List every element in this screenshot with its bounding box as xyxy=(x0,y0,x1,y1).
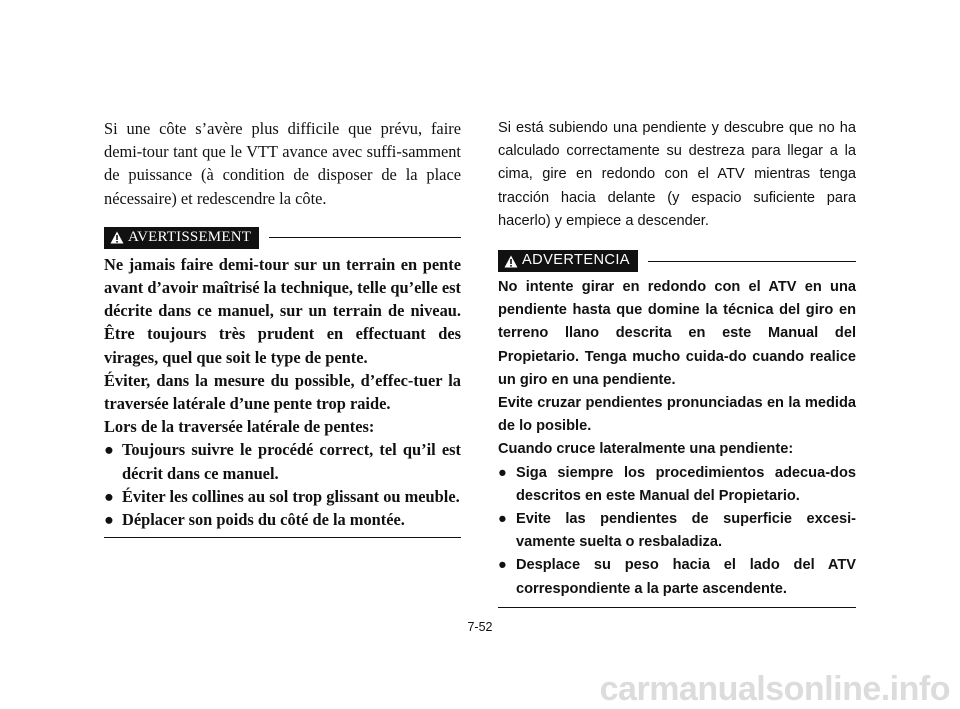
spanish-warning-badge xyxy=(498,250,638,272)
spanish-warning-rule xyxy=(648,261,856,262)
spanish-bullet-text: Evite las pendientes de superficie excesi-vamente suelta o resbaladiza. xyxy=(516,511,856,551)
french-bullet-text: Déplacer son poids du côté de la montée. xyxy=(122,510,405,530)
french-intro: Si une côte s’avère plus difficile que prévu, faire demi-tour tant que le VTT avance avec suffi-samment de puissance (à condition de disposer de la place nécessaire) et redescendre la côte. xyxy=(104,119,461,208)
french-bullet-text: Éviter les collines au sol trop glissant ou meuble. xyxy=(122,486,460,506)
french-warning-rule xyxy=(269,237,461,238)
bullet-icon: ● xyxy=(498,557,507,574)
french-column xyxy=(104,117,461,538)
bullet-icon: ● xyxy=(498,511,507,528)
bullet-icon: ● xyxy=(104,440,114,460)
spanish-bullet-text: Siga siempre los procedimientos adecua-dos descritos en este Manual del Propietario. xyxy=(516,464,856,504)
spanish-warning-paragraph: No intente girar en redondo con el ATV en una pendiente hasta que domine la técnica del giro en terreno llano descrita en este Manual del Propietario. Tenga mucho cuida-do cuando realice un giro en una pendiente. xyxy=(498,279,856,388)
spanish-bullet-item xyxy=(498,554,856,600)
page-number: 7-52 xyxy=(467,620,493,634)
spanish-warning-label: ADVERTENCIA xyxy=(522,252,630,269)
french-warning-header xyxy=(104,227,461,249)
spanish-warning-header xyxy=(498,250,856,272)
french-warning-paragraph: Ne jamais faire demi-tour sur un terrain en pente avant d’avoir maîtrisé la technique, telle qu’elle est décrite dans ce manuel, sur un terrain de niveau. Être toujours très prudent en effectuant des virages, quel que soit le type de pente. xyxy=(104,254,461,367)
french-end-rule xyxy=(104,537,461,538)
french-warning-paragraph: Lors de la traversée latérale de pentes: xyxy=(104,417,375,437)
spanish-bullet-item xyxy=(498,462,856,508)
spanish-warning-paragraph: Cuando cruce lateralmente una pendiente: xyxy=(498,441,794,458)
bullet-icon: ● xyxy=(104,510,114,530)
spanish-warning-paragraph: Evite cruzar pendientes pronunciadas en la medida de lo posible. xyxy=(498,395,856,435)
french-bullet-item xyxy=(104,485,461,508)
french-warning-label: AVERTISSEMENT xyxy=(128,229,252,246)
french-warning-paragraph: Éviter, dans la mesure du possible, d’effec-tuer la traversée latérale d’une pente trop raide. xyxy=(104,370,461,414)
warning-triangle-icon xyxy=(110,231,124,244)
spanish-column xyxy=(498,117,856,608)
spanish-bullet-text: Desplace su peso hacia el lado del ATV correspondiente a la parte ascendente. xyxy=(516,557,856,597)
french-bullet-text: Toujours suivre le procédé correct, tel qu’il est décrit dans ce manuel. xyxy=(122,440,461,483)
warning-triangle-icon xyxy=(504,255,518,268)
french-bullet-item xyxy=(104,508,461,531)
bullet-icon: ● xyxy=(498,464,507,481)
bullet-icon: ● xyxy=(104,486,114,506)
french-warning-badge xyxy=(104,227,259,249)
watermark: carmanualsonline.info xyxy=(599,670,950,708)
french-bullet-item xyxy=(104,438,461,484)
spanish-end-rule xyxy=(498,607,856,608)
spanish-intro: Si está subiendo una pendiente y descubre que no ha calculado correctamente su destreza para llegar a la cima, gire en redondo con el ATV mientras tenga tracción hacia delante (y espacio suficiente para hacerlo) y empiece a descender. xyxy=(498,120,856,229)
spanish-bullet-item xyxy=(498,508,856,554)
